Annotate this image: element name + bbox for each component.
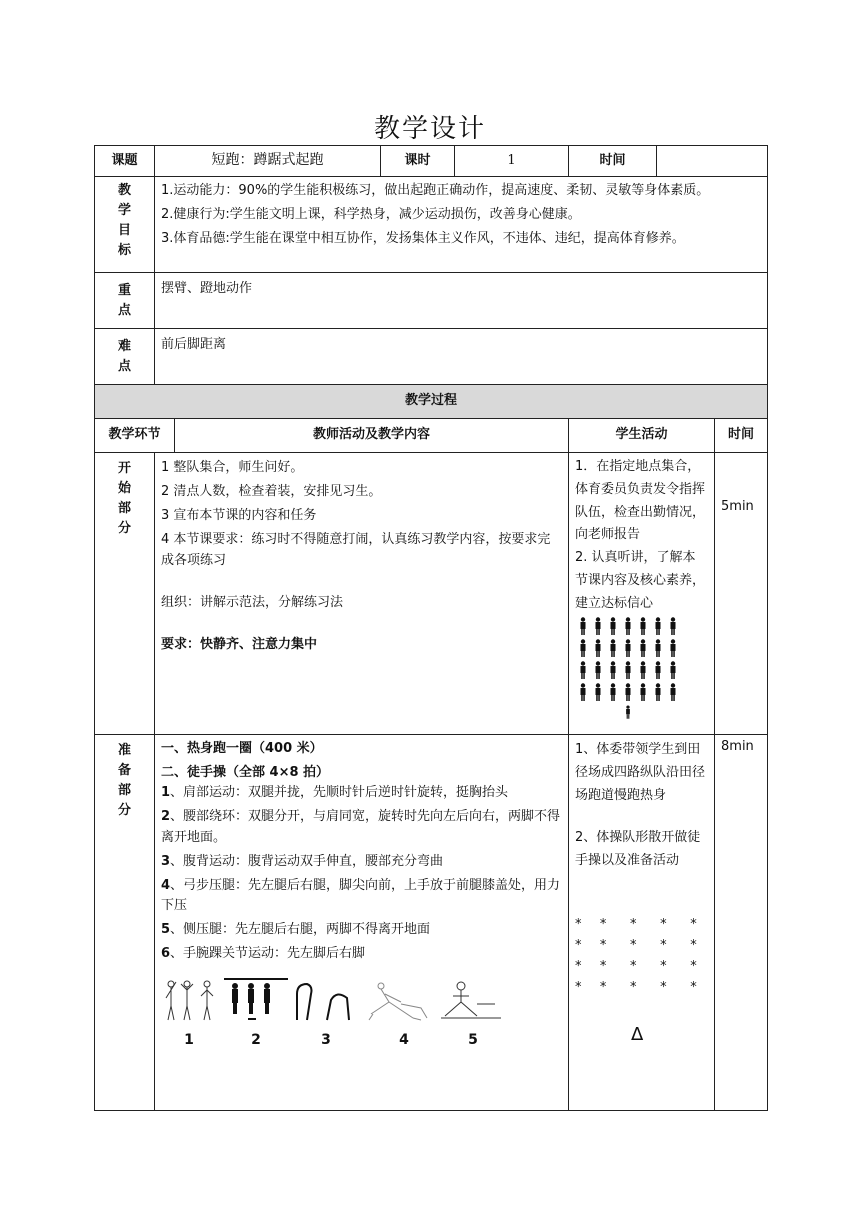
- student-position-star: *: [690, 958, 697, 974]
- student-position-star: *: [575, 979, 582, 995]
- student-person-icon: [665, 683, 680, 703]
- difficulty-label: 难 点: [95, 329, 155, 385]
- student-position-star: *: [599, 937, 607, 953]
- difficulty-value: 前后脚距离: [155, 329, 768, 385]
- warmup-exercise-item: 5、侧压腿：先左腿后右腿，两脚不得离开地面: [161, 922, 431, 938]
- student-person-icon: [665, 661, 680, 681]
- student-position-star: *: [575, 937, 582, 953]
- opening-student: 1．在指定地点集合，体育委员负责发令指挥队伍，检查出勤情况，向老师报告 2. 认真听讲，了解本节课内容及核心素养，建立达标信心: [569, 453, 715, 735]
- student-position-star: *: [629, 937, 637, 953]
- exercise-figures: [161, 978, 562, 1022]
- student-person-icon: [590, 639, 605, 659]
- student-person-icon: [665, 617, 680, 637]
- student-person-icon: [575, 683, 590, 703]
- periods-value: 1: [455, 146, 569, 177]
- student-person-icon: [605, 639, 620, 659]
- lesson-plan-table: [94, 145, 768, 1111]
- student-formation: [575, 617, 708, 727]
- student-person-icon: [590, 683, 605, 703]
- student-person-icon: [635, 639, 650, 659]
- prep-student: 1、体委带领学生到田径场成四路纵队沿田径场跑道慢跑热身 2、体操队形散开做徒手操以及准备活动 * * * * * * * * * * * * * * * * * * * * Δ: [569, 735, 715, 1111]
- prep-teacher: 一、热身跑一圈（400 米） 二、徒手操（全部 4×8 拍） 1、肩部运动：双腿并拢，先顺时针后逆时针旋转，挺胸抬头 2、腰部绕环：双腿分开，与肩同宽，旋转时先向左后向右，两脚不得离开地面。 3、腹背运动：腹背运动双手伸直，腰部充分弯曲 4、弓步压腿：先左腿后右腿，脚尖向前，上手放于前腿膝盖处，用力下压 5、侧压腿：先左腿后右腿，两脚不得离开地面 6、手腕踝关节运动：先左脚后右脚 1 2 3 4 5: [155, 735, 569, 1111]
- teacher-person-icon: [620, 705, 635, 725]
- objective-item: 2.健康行为:学生能文明上课，科学热身，减少运动损伤，改善身心健康。: [161, 207, 581, 223]
- column-header: 教师活动及教学内容: [175, 419, 569, 453]
- student-position-star: *: [599, 979, 607, 995]
- student-person-icon: [620, 617, 635, 637]
- periods-label: 课时: [381, 146, 455, 177]
- opening-time: 5min: [715, 453, 768, 735]
- warmup-exercise-item: 1、肩部运动：双腿并拢，先顺时针后逆时针旋转，挺胸抬头: [161, 785, 509, 801]
- student-person-icon: [635, 683, 650, 703]
- student-position-star: *: [660, 916, 667, 932]
- exercise-figure-3: [291, 978, 361, 1022]
- column-header: 教学环节: [95, 419, 175, 453]
- student-person-icon: [650, 617, 665, 637]
- warmup-exercise-item: 6、手腕踝关节运动：先左脚后右脚: [161, 946, 366, 962]
- exercise-figure-5: [439, 978, 509, 1022]
- student-position-star: *: [629, 979, 637, 995]
- student-position-star: *: [690, 937, 697, 953]
- student-person-icon: [590, 617, 605, 637]
- student-person-icon: [605, 617, 620, 637]
- student-position-star: *: [575, 916, 582, 932]
- student-person-icon: [650, 683, 665, 703]
- page-title: 教学设计: [373, 114, 486, 144]
- student-person-icon: [590, 661, 605, 681]
- opening-label: 开 始 部 分: [95, 453, 155, 735]
- exercise-figure-4: [361, 978, 439, 1022]
- student-position-star: *: [599, 916, 607, 932]
- prep-time: 8min: [715, 735, 768, 1111]
- key-point-value: 摆臂、蹬地动作: [155, 273, 768, 329]
- student-person-icon: [620, 661, 635, 681]
- process-title: 教学过程: [95, 385, 768, 419]
- student-person-icon: [650, 639, 665, 659]
- student-person-icon: [665, 639, 680, 659]
- exercise-figure-2: [221, 978, 291, 1022]
- student-person-icon: [635, 661, 650, 681]
- time-value: [657, 146, 768, 177]
- organization-text: 组织：讲解示范法，分解练习法: [161, 594, 344, 610]
- warmup-formation: [575, 915, 708, 999]
- student-person-icon: [635, 617, 650, 637]
- student-position-star: *: [660, 979, 667, 995]
- objective-item: 3.体育品德:学生能在课堂中相互协作，发扬集体主义作风，不违体、违纪，提高体育修养。: [161, 231, 685, 247]
- student-person-icon: [605, 683, 620, 703]
- student-position-star: *: [629, 958, 637, 974]
- student-person-icon: [575, 617, 590, 637]
- student-position-star: *: [575, 958, 582, 974]
- student-person-icon: [605, 661, 620, 681]
- objective-item: 1.运动能力：90%的学生能积极练习，做出起跑正确动作，提高速度、柔韧、灵敏等身体素质。: [161, 183, 710, 198]
- column-header: 学生活动: [569, 419, 715, 453]
- student-person-icon: [575, 639, 590, 659]
- prep-label: 准 备 部 分: [95, 735, 155, 1111]
- student-position-star: *: [599, 958, 607, 974]
- warmup-exercise-item: 2、腰部绕环：双腿分开，与肩同宽，旋转时先向左后向右，两脚不得离开地面。: [161, 809, 561, 845]
- figure-numbers: 1 2 3 4 5: [184, 1032, 478, 1049]
- student-position-star: *: [690, 979, 697, 995]
- topic-value: 短跑：蹲踞式起跑: [155, 146, 381, 177]
- topic-label: 课题: [95, 146, 155, 177]
- warmup-exercise-item: 3、腹背运动：腹背运动双手伸直，腰部充分弯曲: [161, 853, 444, 869]
- student-position-star: *: [690, 916, 697, 932]
- student-person-icon: [620, 639, 635, 659]
- objectives-content: [155, 177, 768, 273]
- key-point-label: 重 点: [95, 273, 155, 329]
- objectives-label: 教 学 目 标: [95, 177, 155, 273]
- student-person-icon: [650, 661, 665, 681]
- student-position-star: *: [660, 958, 667, 974]
- opening-teacher: 1 整队集合，师生问好。 2 清点人数，检查着装，安排见习生。 3 宣布本节课的内容和任务 4 本节课要求：练习时不得随意打闹，认真练习教学内容，按要求完成各项练习 组织：讲解示范法，分解练习法 要求：快静齐、注意力集中: [155, 453, 569, 735]
- requirement-text: 要求：快静齐、注意力集中: [161, 636, 318, 652]
- exercise-figure-1: [161, 978, 221, 1022]
- student-person-icon: [620, 683, 635, 703]
- teacher-position-marker: Δ: [631, 1023, 644, 1045]
- student-position-star: *: [660, 937, 667, 953]
- time-label: 时间: [569, 146, 657, 177]
- student-person-icon: [575, 661, 590, 681]
- student-position-star: *: [629, 916, 637, 932]
- column-header: 时间: [715, 419, 768, 453]
- warmup-exercise-item: 4、弓步压腿：先左腿后右腿，脚尖向前，上手放于前腿膝盖处，用力下压: [161, 877, 561, 913]
